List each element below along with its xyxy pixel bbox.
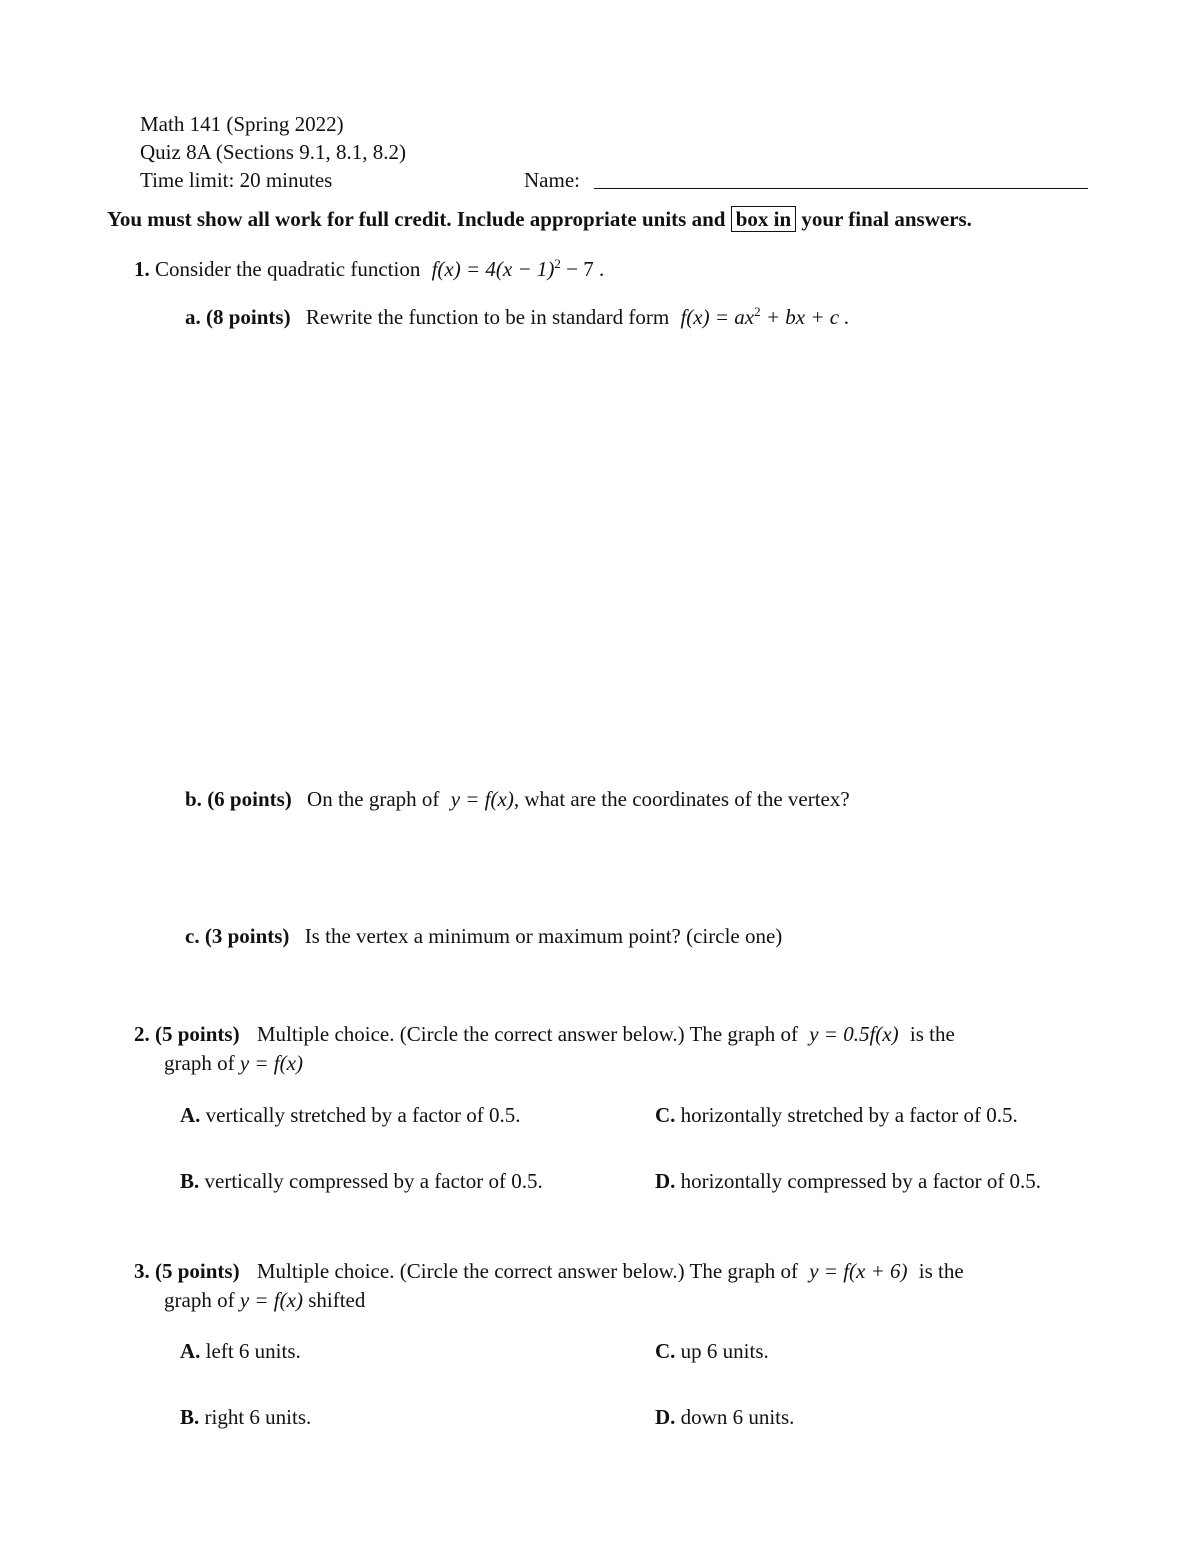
q2-math: y = 0.5f(x)	[809, 1022, 899, 1046]
q2-option-c[interactable]	[655, 1103, 1018, 1128]
q3-points: (5 points)	[155, 1259, 240, 1283]
q3-option-b-label: B.	[180, 1405, 200, 1429]
q3-option-a-text: left 6 units.	[205, 1339, 301, 1363]
q3-option-d[interactable]	[655, 1405, 794, 1430]
instructions-part1: You must show all work for full credit. Include appropriate units and	[107, 207, 726, 231]
question-1c	[185, 924, 782, 949]
q1a-points: (8 points)	[206, 305, 291, 329]
q3-number: 3.	[134, 1259, 150, 1283]
q1-function: $f(x) = 4(x - 1)^2 - 7$ .	[431, 256, 605, 281]
q2-option-d[interactable]	[655, 1169, 1041, 1194]
q2-text-pre: Multiple choice. (Circle the correct answer below.) The graph of	[256, 1022, 798, 1046]
q3-text-post: is the	[918, 1259, 964, 1283]
q2-text-post: is the	[909, 1022, 955, 1046]
q1-number: 1.	[134, 257, 150, 281]
q3-line2-post: shifted	[308, 1288, 366, 1312]
q1b-text-pre: On the graph of	[307, 787, 440, 811]
q1-text: Consider the quadratic function	[155, 257, 421, 281]
q3-option-d-text: down 6 units.	[680, 1405, 795, 1429]
q2-option-b-text: vertically compressed by a factor of 0.5.	[204, 1169, 543, 1193]
q1c-points: (3 points)	[204, 924, 290, 948]
q3-option-d-label: D.	[655, 1405, 676, 1429]
q3-option-a[interactable]	[180, 1339, 301, 1364]
question-3	[134, 1259, 964, 1284]
q3-option-c-text: up 6 units.	[680, 1339, 769, 1363]
q2-line2-math: y = f(x)	[239, 1051, 303, 1075]
q3-option-c-label: C.	[655, 1339, 676, 1363]
q1c-text: Is the vertex a minimum or maximum point? (circle one)	[304, 924, 783, 948]
q3-option-b[interactable]	[180, 1405, 311, 1430]
q2-option-b[interactable]	[180, 1169, 543, 1194]
quiz-title: Quiz 8A (Sections 9.1, 8.1, 8.2)	[140, 140, 406, 164]
instructions-part2: your final answers.	[801, 207, 972, 231]
question-2	[134, 1022, 955, 1047]
course-title: Math 141 (Spring 2022)	[140, 112, 344, 136]
q2-option-c-label: C.	[655, 1103, 676, 1127]
q1b-math: y = f(x)	[450, 787, 514, 811]
q3-option-a-label: A.	[180, 1339, 201, 1363]
instructions-boxed: box in	[731, 206, 796, 232]
q2-option-a-text: vertically stretched by a factor of 0.5.	[205, 1103, 521, 1127]
question-1b	[185, 787, 850, 812]
q3-option-c[interactable]	[655, 1339, 769, 1364]
q2-option-c-text: horizontally stretched by a factor of 0.5.	[680, 1103, 1018, 1127]
name-label: Name:	[524, 168, 580, 192]
q2-option-d-label: D.	[655, 1169, 676, 1193]
q2-option-b-label: B.	[180, 1169, 200, 1193]
q3-line2-math: y = f(x)	[239, 1288, 303, 1312]
q2-line2-pre: graph of	[164, 1051, 235, 1075]
q1b-text-post: , what are the coordinates of the vertex?	[513, 787, 850, 811]
q3-math: y = f(x + 6)	[809, 1259, 908, 1283]
q2-option-a-label: A.	[180, 1103, 201, 1127]
name-field-line[interactable]	[594, 188, 1088, 189]
question-3-line2	[164, 1288, 365, 1313]
q2-number: 2.	[134, 1022, 150, 1046]
instructions	[107, 207, 972, 232]
q2-option-d-text: horizontally compressed by a factor of 0.5.	[680, 1169, 1042, 1193]
q1a-text: Rewrite the function to be in standard form	[305, 305, 670, 329]
q3-line2-pre: graph of	[164, 1288, 235, 1312]
q2-points: (5 points)	[155, 1022, 240, 1046]
q1b-label: b.	[185, 787, 202, 811]
q2-option-a[interactable]	[180, 1103, 521, 1128]
time-limit: Time limit: 20 minutes	[140, 168, 333, 192]
question-2-line2	[164, 1051, 303, 1076]
question-1a	[185, 304, 850, 330]
question-1	[134, 256, 604, 282]
q1c-label: c.	[185, 924, 200, 948]
q1b-points: (6 points)	[207, 787, 292, 811]
q1a-label: a.	[185, 305, 201, 329]
q3-text-pre: Multiple choice. (Circle the correct answer below.) The graph of	[256, 1259, 798, 1283]
q3-option-b-text: right 6 units.	[204, 1405, 312, 1429]
q1a-standard-form: $f(x) = ax^2$ + bx + c .	[680, 304, 850, 329]
